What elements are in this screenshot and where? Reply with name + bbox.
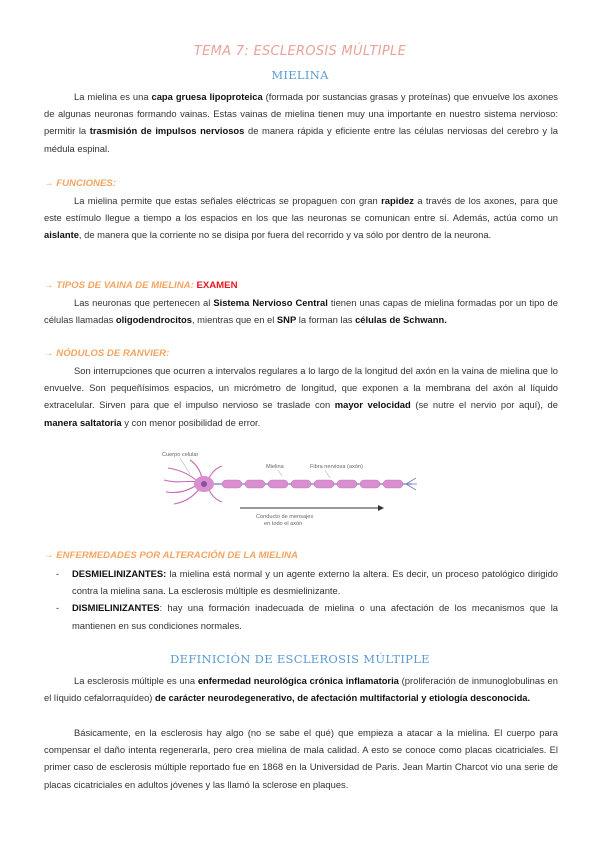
heading-nodulos-ranvier: → NÓDULOS DE RANVIER: [44,348,170,359]
exam-tag: EXAMEN [196,280,238,291]
neuron-diagram [160,450,420,540]
label-conduction-2: en todo el axón [264,521,303,527]
paragraph-funciones: La mielina permite que estas señales eléctricas se propaguen con gran rapidez a través de los axones, para que este estímulo llegue a tiempo a los espacios en los que las neuronas se comunican entre sí. Además, actúa como un aislante, de manera que la corriente no se disipa por fuera del recorrido y va sólo por dentro de la neurona. [44,195,558,241]
label-myelin: Mielina [266,464,284,470]
list-item: - DESMIELINIZANTES: la mielina está normal y un agente externo la altera. Es decir, un proceso patológico dirigido contra la mielina sana. La esclerosis múltiple es desmielinizante. [56,568,558,597]
label-conduction-1: Conducto de mensajes [256,514,314,520]
paragraph-definicion: La esclerosis múltiple es una enfermedad neurológica crónica inflamatoria (proliferación de inmunoglobulinas en el líquido cefalorraquídeo) de carácter neurodegenerativo, de afectación multifactorial y etiología desconocida. [44,675,558,704]
arrow-head-icon [378,505,384,511]
paragraph-historia: Básicamente, en la esclerosis hay algo (no se sabe el qué) que empieza a atacar a la mielina. El cuerpo para compensar el daño intenta regenerarla, pero crea mielina de mala calidad. A esto se conoce como placas cicatriciales. El primer caso de esclerosis múltiple reportado fue en 1868 en la Universidad de Paris. Jean Martin Charcot vio una serie de placas cicatriciales en adultos jóvenes y las llamó la sclerose en plaques. [44,727,558,790]
list-item: - DISMIELINIZANTES: hay una formación inadecuada de mielina o una afectación de los mecanismos que la mantienen en sus condiciones normales. [56,602,558,631]
heading-enfermedades: → ENFERMEDADES POR ALTERACIÓN DE LA MIELINA [44,550,298,561]
disease-list [44,565,558,634]
section-heading-mielina: MIELINA [271,68,329,82]
label-nerve-fiber: Fibra nerviosa (axón) [310,464,363,470]
paragraph-nodulos-ranvier: Son interrupciones que ocurren a intervalos regulares a lo largo de la longitud del axón en la vaina de mielina que lo envuelve. Son pequeñísimos espacios, un micrómetro de longitud, que exponen a la membrana del axón al líquido extracelular. Sirven para que el impulso nervioso se traslade con mayor velocidad (se nutre el nervio por aquí), de manera saltatoria y con menor posibilidad de error. [44,365,558,428]
paragraph-tipos-vaina: Las neuronas que pertenecen al Sistema Nervioso Central tienen unas capas de mielina formadas por un tipo de células llamadas oligodendrocitos, mientras que en el SNP la forman las células de Schwann. [44,297,558,326]
heading-tipos-vaina: → TIPOS DE VAINA DE MIELINA: EXAMEN [44,280,238,291]
page-title: TEMA 7: ESCLEROSIS MÚLTIPLE [193,44,407,59]
section-heading-definicion: DEFINICIÓN DE ESCLEROSIS MÚLTIPLE [170,652,430,666]
nucleus [201,481,207,487]
heading-funciones: → FUNCIONES: [44,178,116,189]
axon-terminal [406,478,417,490]
paragraph-mielina: La mielina es una capa gruesa lipoproteica (formada por sustancias grasas y proteínas) que envuelve los axones de algunas neuronas formando vainas. Estas vainas de mielina tienen muy una importante en nuestro sistema nervioso: permitir la trasmisión de impulsos nerviosos de manera rápida y eficiente entre las células nerviosas del cerebro y la médula espinal. [44,91,559,154]
label-cell-body: Cuerpo celular [162,452,199,458]
